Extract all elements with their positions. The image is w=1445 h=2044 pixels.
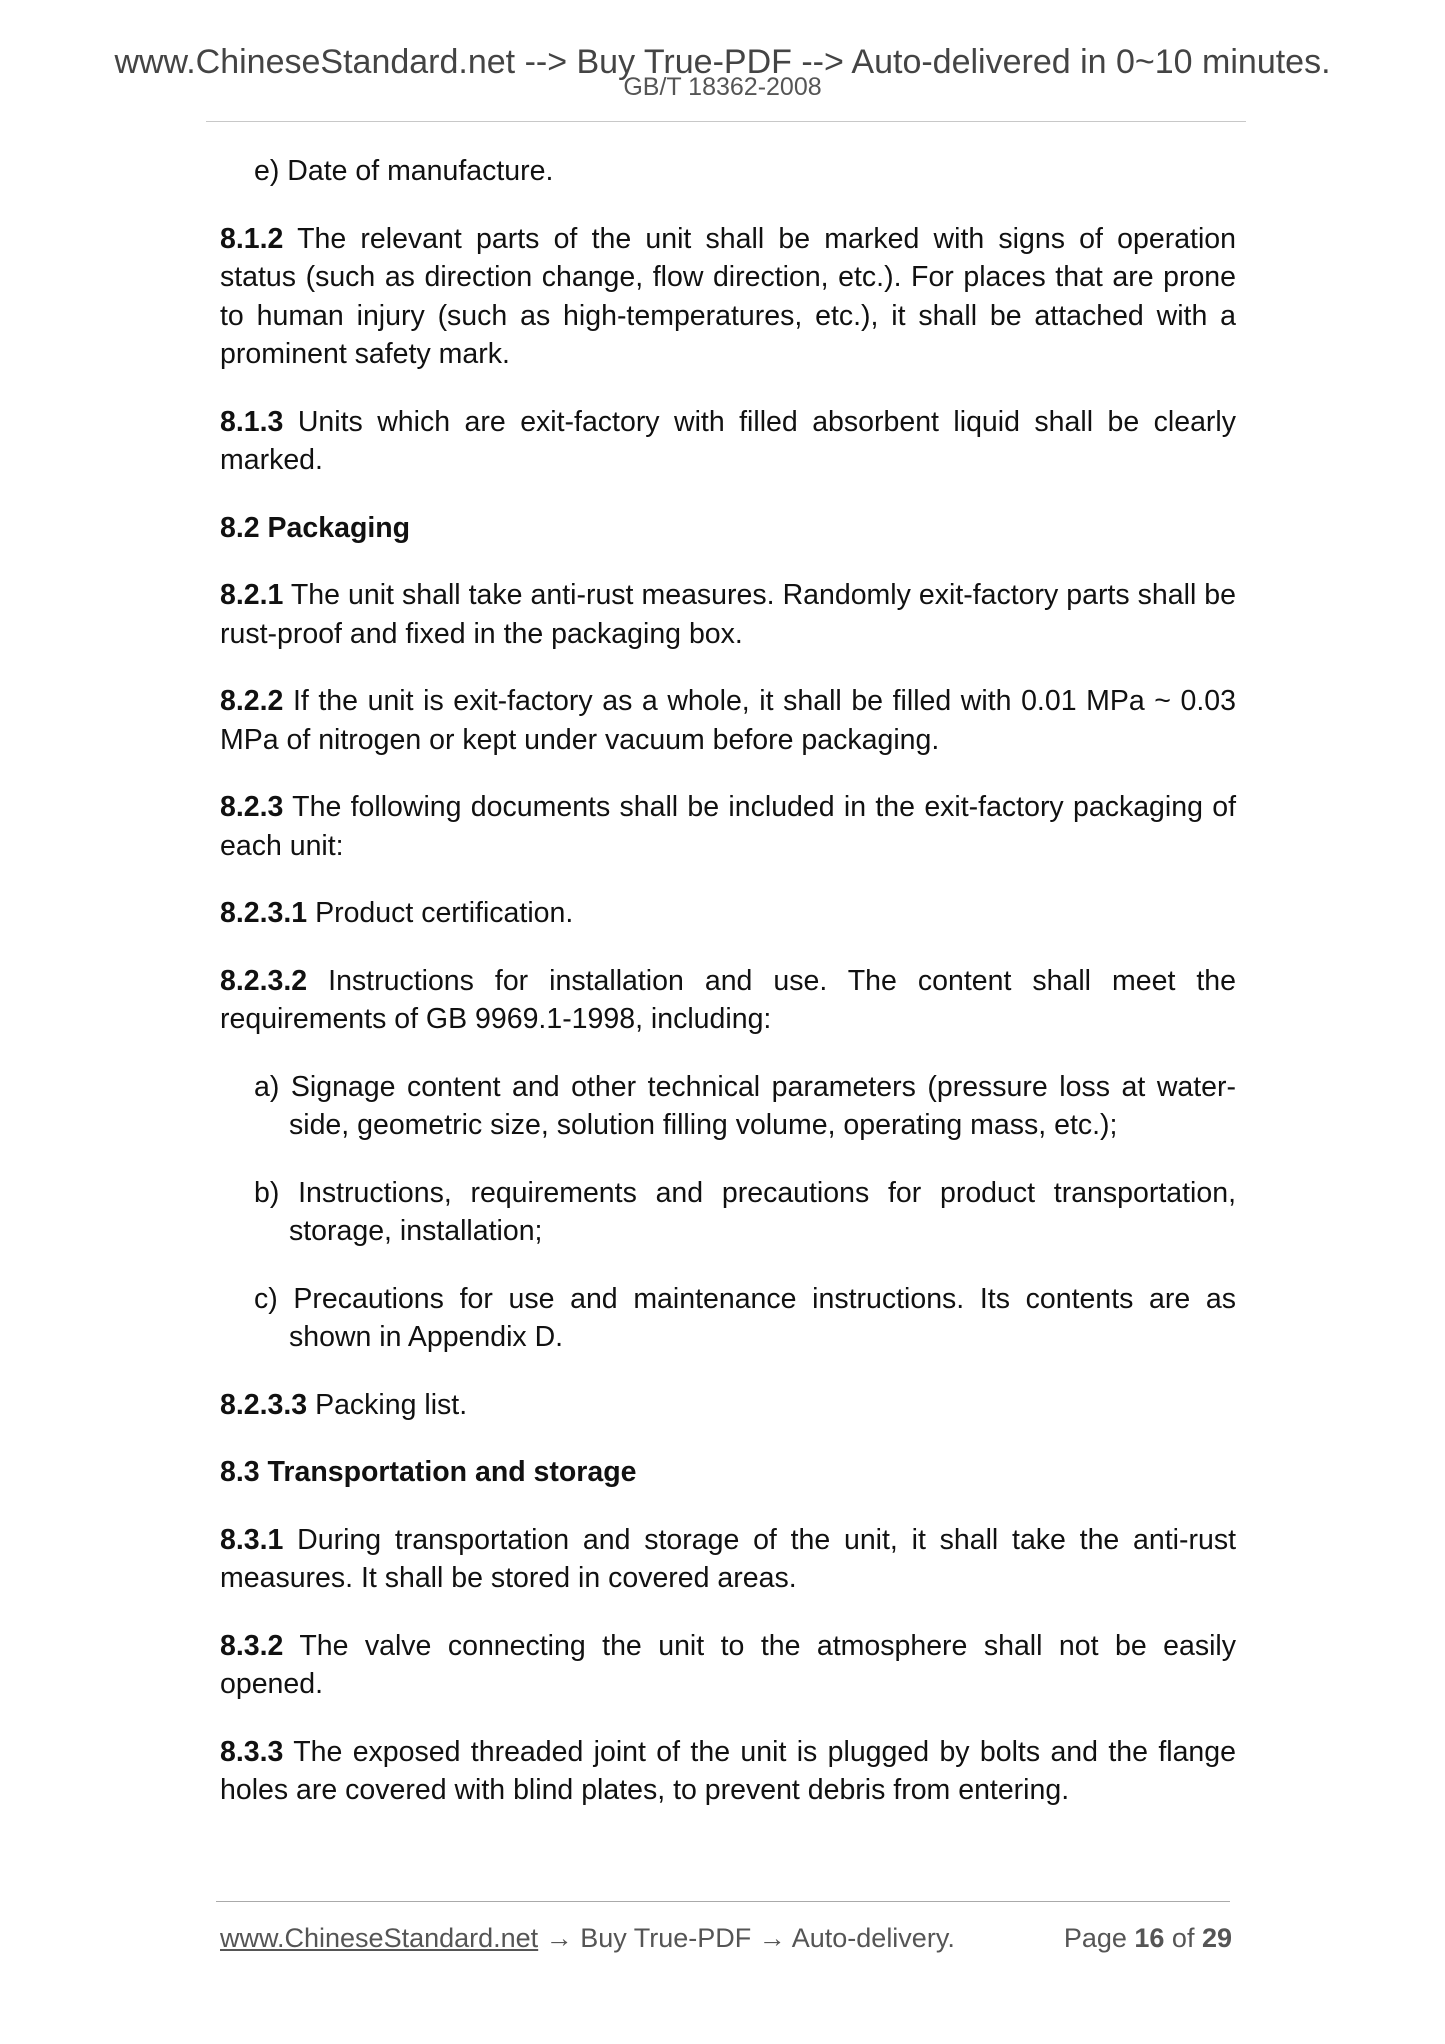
clause-number: 8.3.3 (220, 1735, 284, 1768)
clause-text: Packing list. (307, 1388, 468, 1421)
clause-number: 8.2.1 (220, 579, 284, 611)
clause-number: 8.3.2 (220, 1629, 284, 1662)
clause-8-3-2 (220, 1627, 1236, 1704)
clause-number: 8.2.3.2 (220, 964, 308, 997)
clause-text: The following documents shall be included in the exit-factory packaging of each unit: (220, 791, 1236, 862)
footer-divider (216, 1901, 1230, 1902)
clause-8-2-3-2 (220, 962, 1236, 1039)
list-item-a: a) Signage content and other technical parameters (pressure loss at water-side, geometric size, solution filling volume, operating mass, etc.); (254, 1070, 1236, 1141)
clause-text: The relevant parts of the unit shall be marked with signs of operation status (such as direction change, flow direction, etc.). For places that are prone to human injury (such as high-temperatures, etc.), it shall be attached with a prominent safety mark. (220, 222, 1236, 370)
clause-8-3-1 (220, 1521, 1236, 1598)
clause-8-2-2 (220, 682, 1236, 759)
footer-promo (220, 1920, 955, 1956)
clause-8-2-3-1 (220, 894, 1236, 933)
list-item-b: b) Instructions, requirements and precautions for product transportation, storage, installation; (254, 1176, 1236, 1247)
header-divider (206, 121, 1246, 122)
page-footer (220, 1920, 1232, 1960)
clause-text: The valve connecting the unit to the atmosphere shall not be easily opened. (220, 1629, 1236, 1700)
clause-text: Instructions for installation and use. The content shall meet the requirements of GB 9969.1-1998, including: (220, 964, 1236, 1035)
clause-8-2-3-3 (220, 1386, 1236, 1425)
clause-number: 8.2.3.3 (220, 1388, 308, 1421)
clause-8-3-3 (220, 1733, 1236, 1810)
clause-text: During transportation and storage of the unit, it shall take the anti-rust measures. It shall be stored in covered areas. (220, 1523, 1236, 1594)
section-heading-8-2 (220, 509, 1236, 548)
clause-text: Product certification. (307, 897, 574, 929)
clause-number: 8.3.1 (220, 1523, 284, 1556)
clause-number: 8.2.3 (220, 791, 284, 823)
section-heading-text: 8.2 Packaging (220, 511, 411, 544)
clause-8-2-1 (220, 576, 1236, 653)
list-item-e: e) Date of manufacture. (254, 155, 554, 187)
clause-text: The exposed threaded joint of the unit is plugged by bolts and the flange holes are covered with blind plates, to prevent debris from entering. (220, 1735, 1236, 1806)
clause-number: 8.1.2 (220, 222, 284, 255)
of-label: of (1164, 1923, 1202, 1953)
clause-text: If the unit is exit-factory as a whole, it shall be filled with 0.01 MPa ~ 0.03 MPa of nitrogen or kept under vacuum before packaging. (220, 685, 1236, 756)
clause-8-2-3 (220, 788, 1236, 865)
clause-text: The unit shall take anti-rust measures. Randomly exit-factory parts shall be rust-proof and fixed in the packaging box. (220, 579, 1236, 650)
footer-promo-text: → Buy True-PDF → Auto-delivery. (538, 1923, 955, 1953)
top-banner: www.ChineseStandard.net --> Buy True-PDF --> Auto-delivered in 0~10 minutes. (114, 43, 1331, 81)
page-current: 16 (1134, 1923, 1165, 1953)
section-heading-8-3 (220, 1453, 1236, 1492)
clause-number: 8.2.2 (220, 685, 284, 717)
document-body (220, 152, 1236, 1839)
clause-number: 8.1.3 (220, 405, 284, 438)
section-heading-text: 8.3 Transportation and storage (220, 1456, 637, 1488)
page-label: Page (1063, 1923, 1135, 1953)
page-indicator (1064, 1920, 1232, 1956)
standard-id: GB/T 18362-2008 (623, 73, 822, 101)
list-item-c: c) Precautions for use and maintenance instructions. Its contents are as shown in Appendix D. (254, 1282, 1236, 1353)
clause-number: 8.2.3.1 (220, 897, 308, 929)
clause-8-1-3 (220, 403, 1236, 480)
clause-8-1-2 (220, 220, 1236, 374)
clause-text: Units which are exit-factory with filled absorbent liquid shall be clearly marked. (220, 405, 1236, 476)
footer-site-link[interactable]: www.ChineseStandard.net (220, 1923, 539, 1953)
page-total: 29 (1201, 1923, 1232, 1953)
